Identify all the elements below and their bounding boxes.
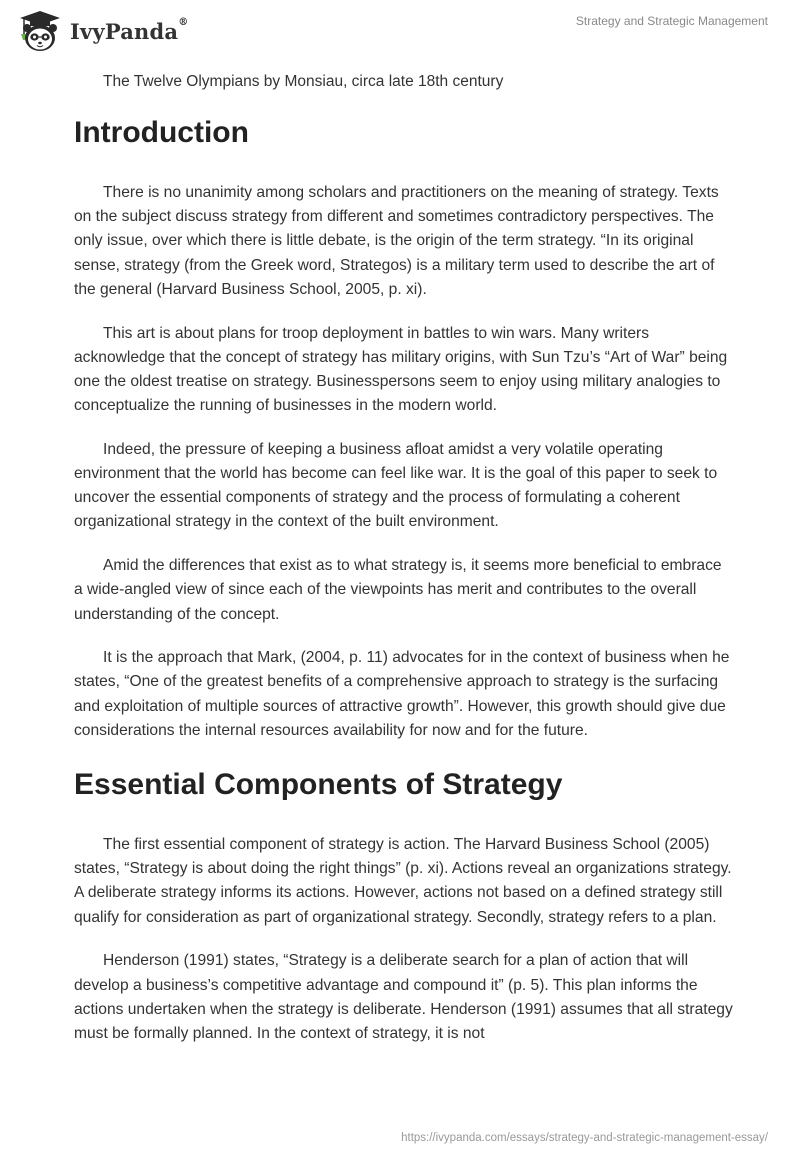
paragraph: It is the approach that Mark, (2004, p. 11) advocates for in the context of business when he states, “One of the greatest benefits of a comprehensive approach to strategy is the surfacing and exploitation of multiple sources of attractive growth”. However, this growth should give due considerations the internal resources availability for now and for the future. xyxy=(74,649,730,739)
page-header xyxy=(0,0,800,60)
source-url[interactable]: https://ivypanda.com/essays/strategy-and-strategic-management-essay/ xyxy=(401,1132,768,1144)
logo-text: IvyPanda® xyxy=(70,16,189,44)
paragraph: There is no unanimity among scholars and practitioners on the meaning of strategy. Texts on the subject discuss strategy from different and sometimes contradictory perspectives. The only issue, over which there is little debate, is the origin of the term strategy. “In its original sense, strategy (from the Greek word, Strategos) is a military term used to describe the art of the general (Harvard Business School, 2005, p. xi). xyxy=(74,184,719,298)
paragraph: Amid the differences that exist as to what strategy is, it seems more beneficial to embrace a wide-angled view of since each of the viewpoints has merit and contributes to the overall understanding of the concept. xyxy=(74,557,722,623)
section-heading-introduction: Introduction xyxy=(74,116,249,149)
paragraph: Henderson (1991) states, “Strategy is a deliberate search for a plan of action that will develop a business’s competitive advantage and compound it” (p. 5). This plan informs the actions undertaken when the strategy is deliberate. Henderson (1991) assumes that all strategy must be formally planned. In the context of strategy, it is not xyxy=(74,952,733,1042)
paragraph: Indeed, the pressure of keeping a business afloat amidst a very volatile operating environment that the world has become can feel like war. It is the goal of this paper to seek to uncover the essential components of strategy and the process of formulating a coherent organizational strategy in the context of the built environment. xyxy=(74,440,718,531)
paragraph: This art is about plans for troop deployment in battles to win wars. Many writers acknowledge that the concept of strategy has military origins, with Sun Tzu’s “Art of War” being one the oldest treatise on strategy. Businesspersons seem to enjoy using military analogies to conceptualize the running of businesses in the modern world. xyxy=(74,324,728,415)
section-heading-essential-components: Essential Components of Strategy xyxy=(74,768,563,802)
running-title: Strategy and Strategic Management xyxy=(575,14,768,28)
ivypanda-logo[interactable] xyxy=(14,8,188,54)
panda-graduate-icon xyxy=(14,8,62,54)
image-caption: The Twelve Olympians by Monsiau, circa late 18th century xyxy=(103,73,504,90)
paragraph: The first essential component of strategy is action. The Harvard Business School (2005) states, “Strategy is about doing the right things” (p. xi). Actions reveal an organizations strategy. A deliberate strategy informs its actions. However, actions not based on a defined strategy still qualify for consideration as part of organizational strategy. Secondly, strategy refers to a plan. xyxy=(74,836,732,926)
document-body xyxy=(74,70,734,1046)
